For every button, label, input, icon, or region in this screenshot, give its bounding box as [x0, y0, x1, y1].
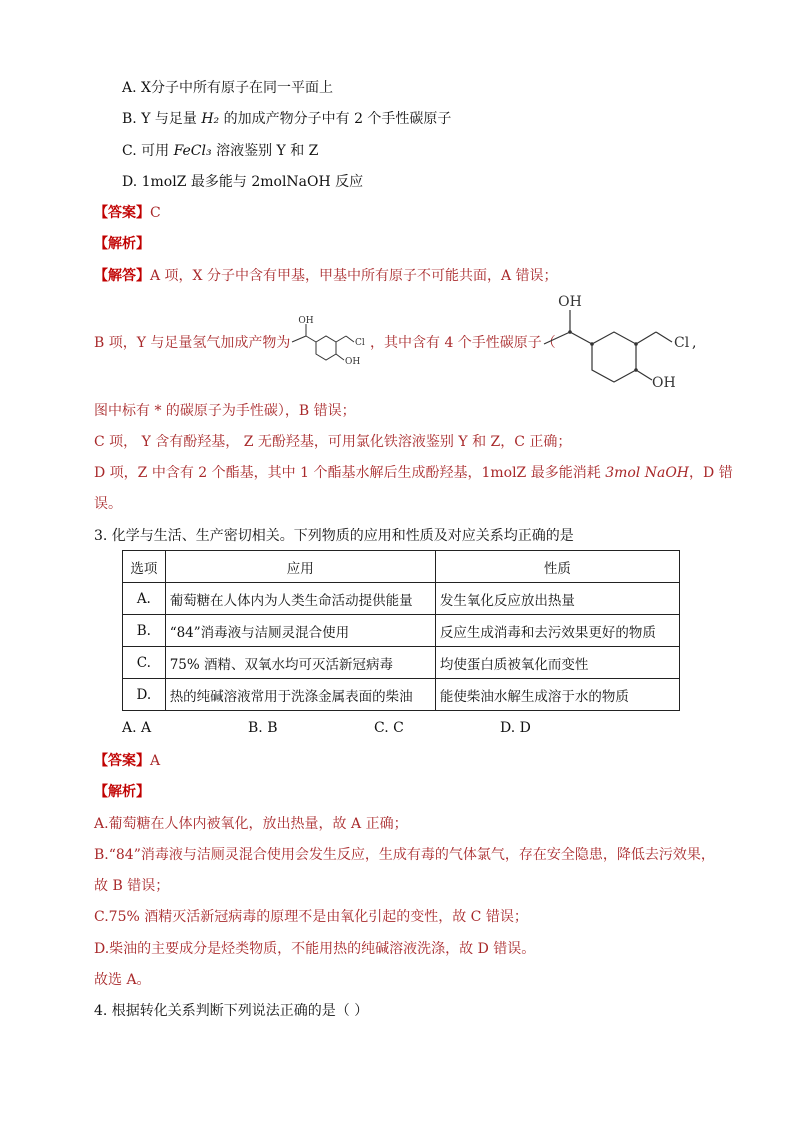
- q2-option-a: A. X分子中所有原子在同一平面上: [122, 80, 333, 96]
- choice-d: D. D: [500, 720, 531, 736]
- q2-explain-b-mid: ，其中含有 4 个手性碳原子（: [370, 335, 556, 351]
- small-structure-image: [290, 312, 370, 370]
- row-application: 葡萄糖在人体内为人类生命活动提供能量: [165, 583, 435, 615]
- small-oh-bottom-label: OH: [345, 357, 361, 367]
- table-row: [123, 647, 680, 679]
- q2-option-c: C. 可用 FeCl₃ 溶液鉴别 Y 和 Z: [122, 143, 319, 159]
- q2-answer: 【答案】C: [94, 205, 161, 221]
- table-row: [123, 583, 680, 615]
- q2-explain-a: 【解答】A 项，X 分子中含有甲基，甲基中所有原子不可能共面，A 错误；: [94, 268, 558, 284]
- row-option: D.: [123, 679, 166, 711]
- q3-explain-c: C.75% 酒精灭活新冠病毒的原理不是由氧化引起的变性，故 C 错误；: [94, 909, 528, 925]
- row-property: 反应生成消毒和去污效果更好的物质: [435, 615, 679, 647]
- table-row: [123, 679, 680, 711]
- choice-b: B. B: [248, 720, 278, 736]
- q3-explain-d: D.柴油的主要成分是烃类物质，不能用热的纯碱溶液洗涤，故 D 错误。: [94, 941, 536, 957]
- small-cl-label: Cl: [355, 338, 365, 348]
- q3-explain-b: B.“84”消毒液与洁厕灵混合使用会发生反应，生成有毒的气体氯气，存在安全隐患，降低去污效果，: [94, 847, 715, 863]
- row-option: B.: [123, 615, 166, 647]
- header-property: 性质: [435, 551, 679, 583]
- row-property: 发生氧化反应放出热量: [435, 583, 679, 615]
- q3-explain-b-cont: 故 B 错误；: [94, 878, 170, 894]
- large-oh-bottom-label: OH: [652, 375, 676, 391]
- row-property: 均使蛋白质被氧化而变性: [435, 647, 679, 679]
- q2-option-b: B. Y 与足量 H₂ 的加成产物分子中有 2 个手性碳原子: [122, 111, 452, 127]
- q3-analysis-label: 【解析】: [94, 784, 150, 800]
- row-option: C.: [123, 647, 166, 679]
- row-option: A.: [123, 583, 166, 615]
- large-oh-top-label: OH: [558, 294, 582, 310]
- table-row: [123, 615, 680, 647]
- q2-explain-b: B 项，Y 与足量氢气加成产物为: [94, 335, 291, 351]
- q2-explain-b-cont: 图中标有 * 的碳原子为手性碳），B 错误；: [94, 403, 356, 419]
- q3-conclusion: 故选 A。: [94, 972, 151, 988]
- q2-explain-d-cont: 误。: [94, 496, 122, 512]
- row-property: 能使柴油水解生成溶于水的物质: [435, 679, 679, 711]
- choice-c: C. C: [374, 720, 404, 736]
- q3-table: [122, 550, 680, 711]
- q2-option-d: D. 1molZ 最多能与 2molNaOH 反应: [122, 174, 364, 190]
- table-header-row: [123, 551, 680, 583]
- row-application: 热的纯碱溶液常用于洗涤金属表面的柴油: [165, 679, 435, 711]
- header-option: 选项: [123, 551, 166, 583]
- q4-stem: 4. 根据转化关系判断下列说法正确的是（ ）: [94, 1003, 369, 1019]
- q3-explain-a: A.葡萄糖在人体内被氧化，放出热量，故 A 正确；: [94, 816, 408, 832]
- small-oh-top-label: OH: [298, 316, 314, 326]
- q2-explain-d: D 项，Z 中含有 2 个酯基，其中 1 个酯基水解后生成酚羟基，1molZ 最多能消耗 3mol NaOH，D 错: [94, 465, 733, 481]
- choice-a: A. A: [122, 720, 152, 736]
- close-paren: ,: [692, 335, 697, 351]
- large-cl-label: Cl: [674, 335, 690, 351]
- q2-analysis-label: 【解析】: [94, 236, 150, 252]
- q2-explain-c: C 项， Y 含有酚羟基， Z 无酚羟基，可用氯化铁溶液鉴别 Y 和 Z，C 正确；: [94, 434, 572, 450]
- q3-choices: [122, 720, 626, 736]
- q3-stem: 3. 化学与生活、生产密切相关。下列物质的应用和性质及对应关系均正确的是: [94, 528, 574, 544]
- row-application: “84”消毒液与洁厕灵混合使用: [165, 615, 435, 647]
- large-structure-image: [540, 290, 710, 395]
- row-application: 75% 酒精、双氧水均可灭活新冠病毒: [165, 647, 435, 679]
- q3-answer: 【答案】A: [94, 753, 161, 769]
- header-application: 应用: [165, 551, 435, 583]
